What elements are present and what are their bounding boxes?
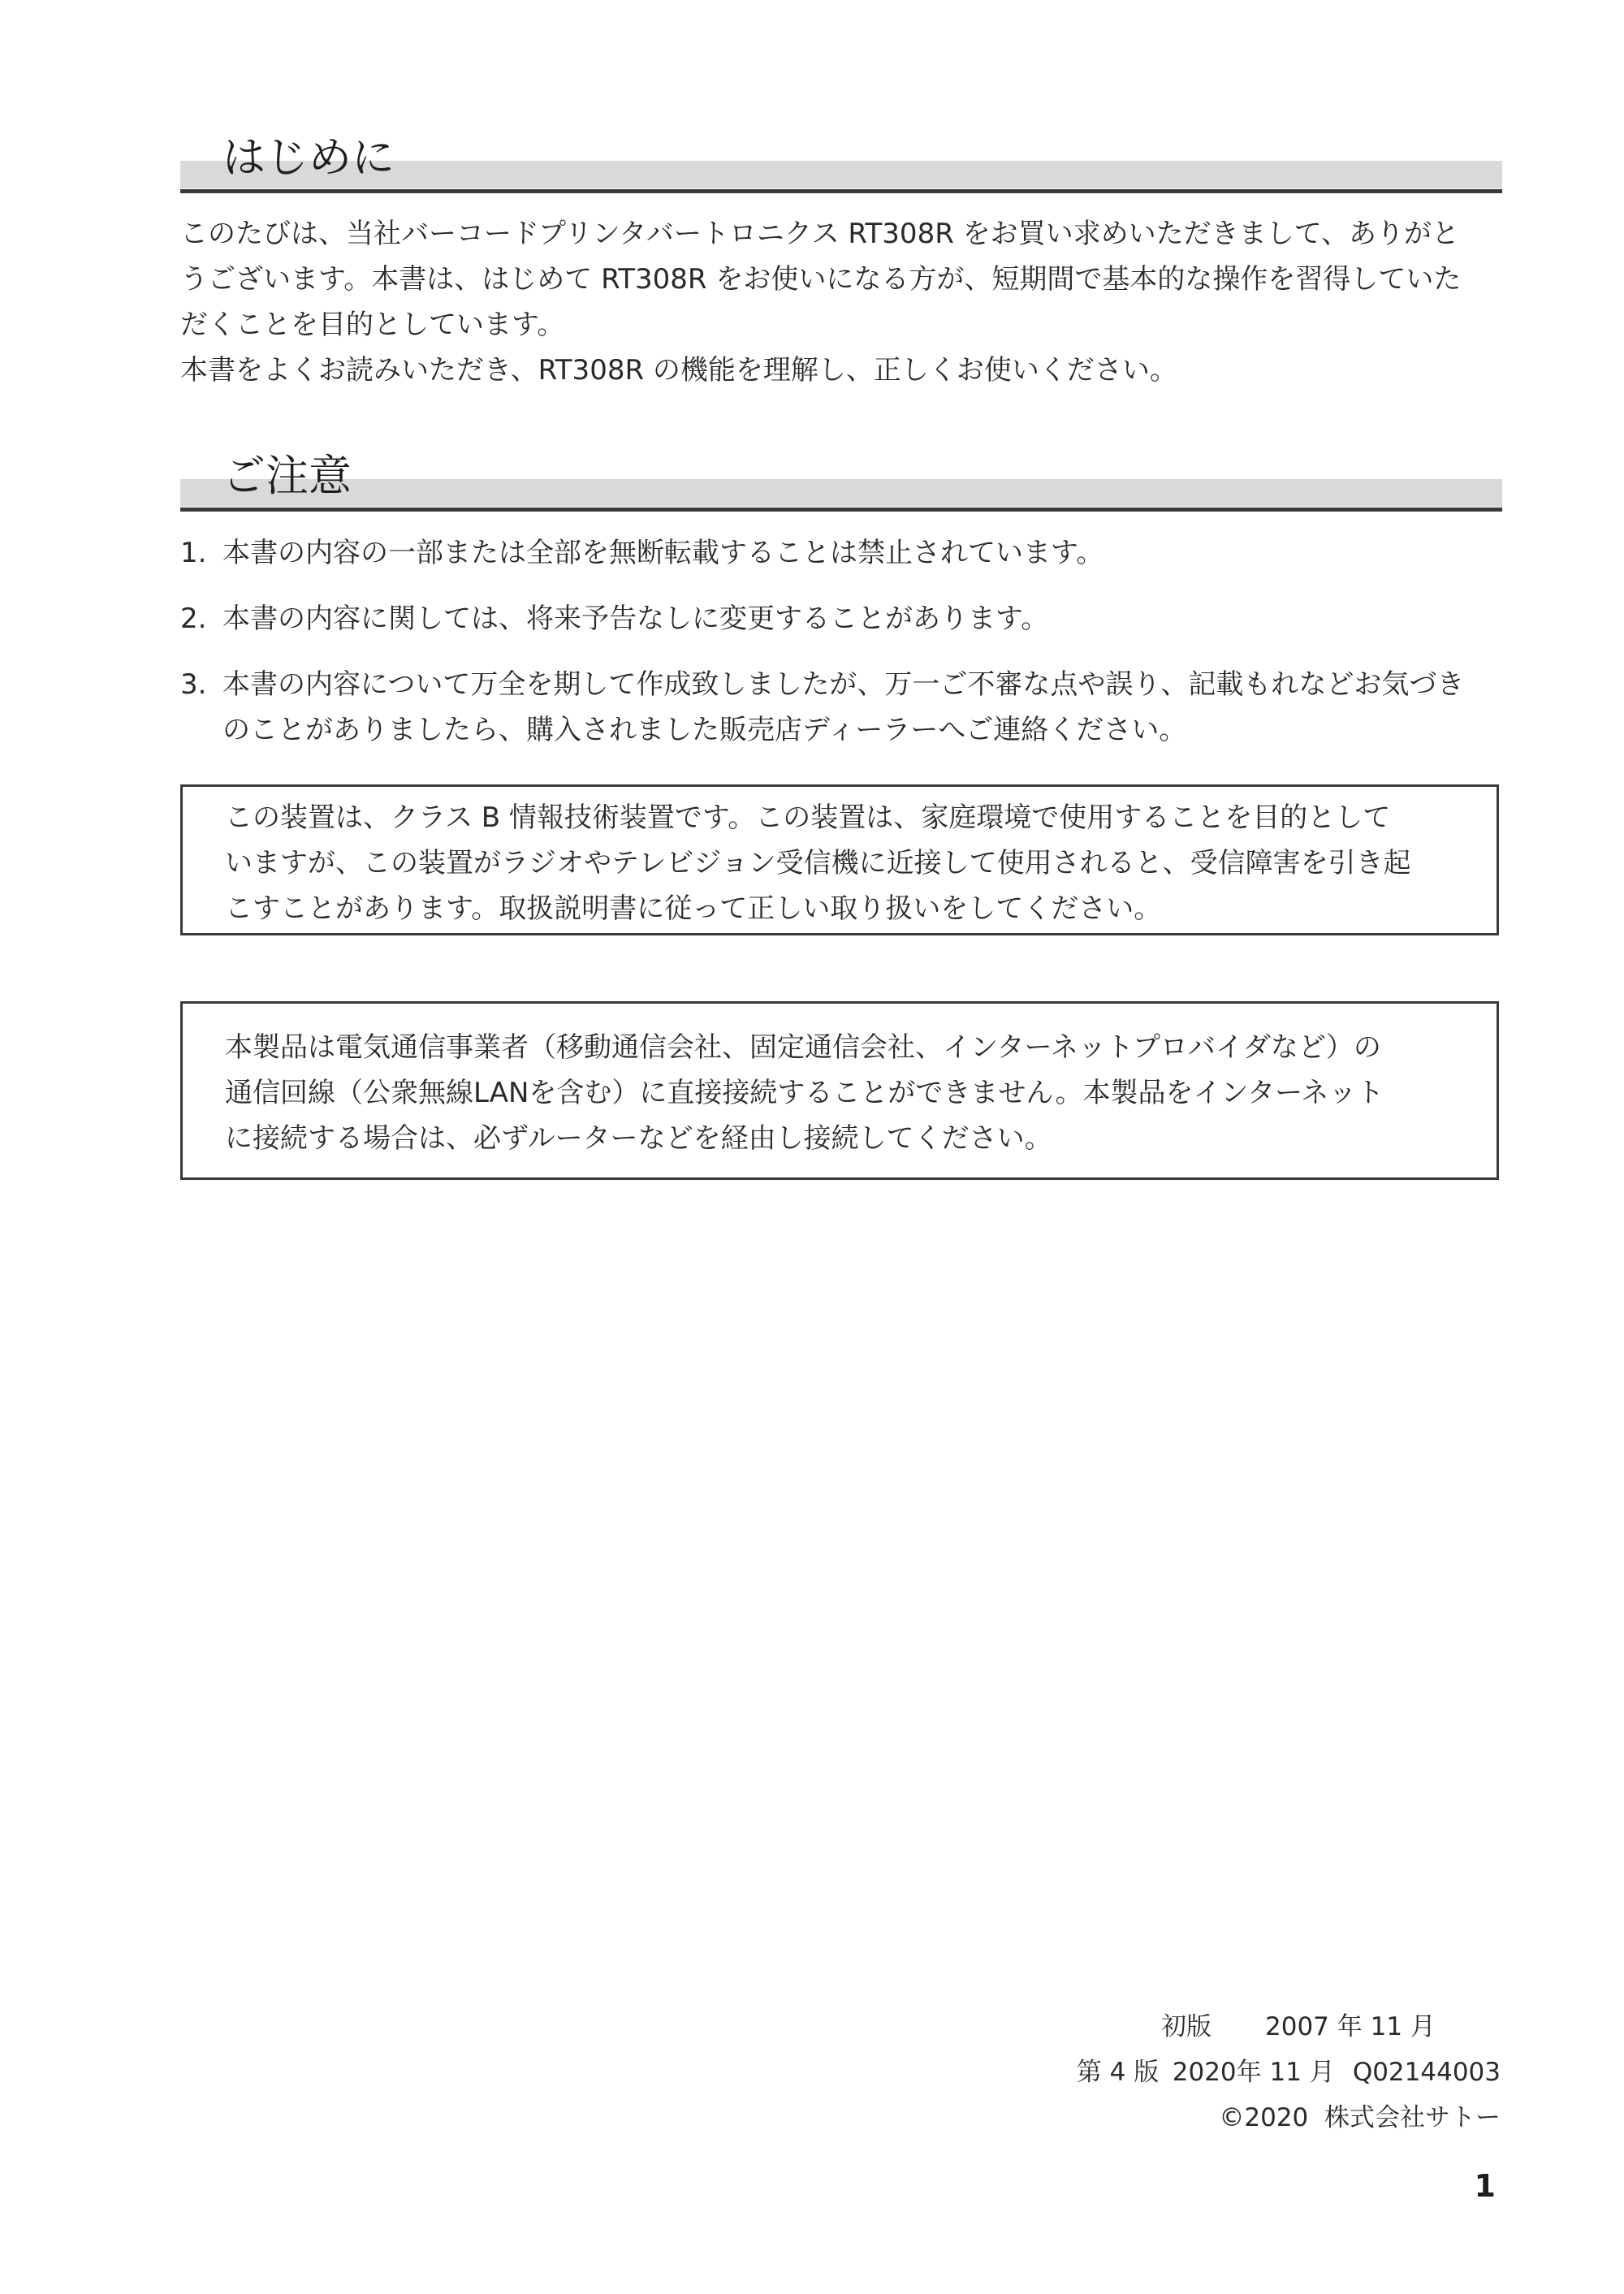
notice-line: 本製品は電気通信事業者（移動通信会社、固定通信会社、インターネットプロバイダなど）の [225,1031,1381,1064]
caution-item [180,662,1504,753]
copyright-row [1077,2095,1501,2141]
intro-heading-title: はじめに [222,133,395,183]
notice-line: この装置は、クラス B 情報技術装置です。この装置は、家庭環境で使用することを目的として [225,801,1391,834]
intro-paragraph [180,211,1504,393]
caution-item [180,530,1504,576]
caution-item-number: 2. [180,603,207,635]
edition-history [1077,2004,1501,2141]
caution-item-text: 本書の内容について万全を期して作成致しましたが、万一ご不審な点や誤り、記載もれなどお気づき [222,668,1465,701]
intro-line: このたびは、当社バーコードプリンタバートロニクス RT308R をお買い求めいただきまして、ありがと [180,218,1459,250]
vcci-notice-box [180,784,1499,935]
heading-rule [180,189,1502,193]
intro-line: うございます。本書は、はじめて RT308R をお使いになる方が、短期間で基本的な操作を習得していた [180,263,1462,296]
notice-line: 通信回線（公衆無線LANを含む）に直接接続することができません。本製品をインターネット [225,1077,1384,1109]
intro-line: だくことを目的としています。 [180,309,565,341]
caution-item-text: 本書の内容に関しては、将来予告なしに変更することがあります。 [222,603,1049,635]
edition-date: 2007 年 11 月 [1265,2012,1436,2041]
heading-band [180,479,1502,507]
caution-item-text: 本書の内容の一部または全部を無断転載することは禁止されています。 [222,537,1104,569]
intro-line: 本書をよくお読みいただき、RT308R の機能を理解し、正しくお使いください。 [180,354,1177,387]
edition-label: 第 4 版 [1076,2058,1160,2087]
edition-date: 2020年 11 月 [1172,2058,1335,2087]
caution-item [180,596,1504,642]
heading-rule [180,508,1502,512]
caution-heading [180,451,1502,512]
edition-label: 初版 [1161,2012,1212,2041]
copyright-text: ©2020 株式会社サトー [1219,2103,1501,2132]
fourth-edition-row [1077,2050,1501,2095]
caution-item-number: 1. [180,537,207,569]
notice-line: いますが、この装置がラジオやテレビジョン受信機に近接して使用されると、受信障害を引き起 [225,847,1411,879]
notice-line: こすことがあります。取扱説明書に従って正しい取り扱いをしてください。 [225,892,1162,925]
telecom-notice-box [180,1001,1499,1180]
intro-heading [180,133,1502,193]
caution-item-number: 3. [180,668,207,701]
document-code: Q02144003 [1352,2058,1501,2087]
page-number: 1 [1474,2168,1496,2204]
first-edition-row [1077,2004,1501,2050]
caution-heading-title: ご注意 [222,451,352,501]
notice-line: に接続する場合は、必ずルーターなどを経由し接続してください。 [225,1122,1052,1155]
caution-list [180,530,1504,773]
caution-item-text: のことがありましたら、購入されました販売店ディーラーへご連絡ください。 [222,714,1187,746]
